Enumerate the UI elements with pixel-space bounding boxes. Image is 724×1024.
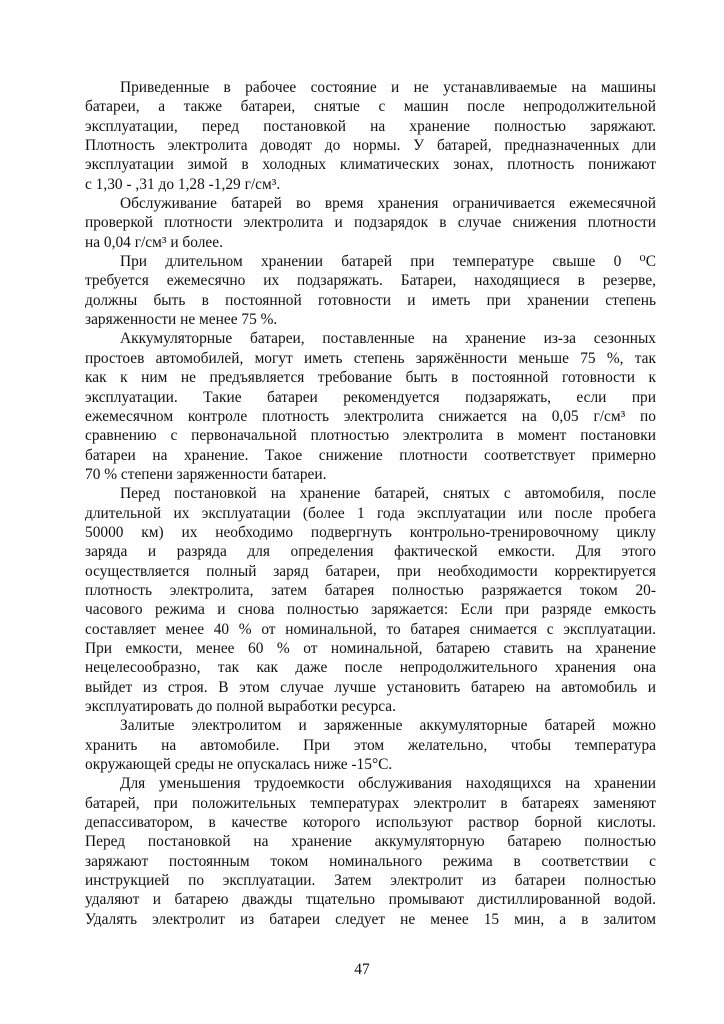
text-line: заряжают постоянным током номинального режима в соответствии с	[85, 852, 656, 870]
paragraph	[85, 774, 656, 929]
text-line: Перед постановкой на хранение батарей, снятых с автомобиля, после	[120, 485, 656, 503]
text-line: батареи на хранение. Такое снижение плотности соответствует примерно	[85, 446, 656, 464]
paragraph	[85, 329, 656, 484]
text-line: Для уменьшения трудоемкости обслуживания находящихся на хранении	[120, 775, 656, 793]
text-line: должны быть в постоянной готовности и иметь при хранении степень	[85, 291, 656, 309]
text-line: часового режима и снова полностью заряжается: Если при разряде емкость	[85, 601, 656, 619]
text-line: с 1,30 - ,31 до 1,28 -1,29 г/см³.	[85, 175, 281, 193]
text-line: Приведенные в рабочее состояние и не устанавливаемые на машины	[120, 79, 656, 96]
text-line: окружающей среды не опускалась ниже -15°С.	[85, 756, 393, 774]
text-line: При емкости, менее 60 % от номинальной, батарею ставить на хранение	[85, 639, 656, 657]
text-line: 70 % степени заряженности батареи.	[85, 465, 327, 483]
page-body	[85, 78, 656, 929]
text-line: батареи, а также батареи, снятые с машин после непродолжительной	[85, 98, 656, 116]
text-line: плотность электролита, затем батарея полностью разряжается током 20-	[85, 581, 656, 599]
text-line: нецелесообразно, так как даже после непродолжительного хранения она	[85, 659, 656, 677]
text-line: эксплуатации, перед постановкой на хранение полностью заряжают.	[85, 117, 656, 135]
text-line: При длительном хранении батарей при температуре свыше 0 ⁰С	[120, 253, 656, 271]
text-line: Плотность электролита доводят до нормы. У батарей, предназначенных дли	[85, 137, 656, 155]
text-line: эксплуатировать до полной выработки ресурса.	[85, 698, 396, 715]
text-line: депассиватором, в качестве которого используют раствор борной кислоты.	[85, 814, 656, 832]
text-line: Обслуживание батарей во время хранения ограничивается ежемесячной	[120, 195, 656, 213]
text-line: хранить на автомобиле. При этом желательно, чтобы температура	[85, 736, 656, 754]
page-number: 47	[354, 961, 370, 978]
text-line: осуществляется полный заряд батареи, при необходимости корректируется	[85, 562, 656, 580]
text-line: Аккумуляторные батареи, поставленные на хранение из-за сезонных	[120, 330, 656, 348]
text-line: батарей, при положительных температурах электролит в батареях заменяют	[85, 794, 656, 812]
text-line: составляет менее 40 % от номинальной, то батарея снимается с эксплуатации.	[85, 620, 656, 638]
text-line: заряженности не менее 75 %.	[85, 311, 278, 329]
text-line: 50000 км) их необходимо подвергнуть контрольно-тренировочному циклу	[85, 523, 656, 541]
paragraph	[85, 78, 656, 194]
paragraph	[85, 252, 656, 329]
paragraph	[85, 194, 656, 252]
text-line: Перед постановкой на хранение аккумуляторную батарею полностью	[85, 833, 656, 851]
text-line: удаляют и батарею дважды тщательно промывают дистиллированной водой.	[85, 891, 656, 909]
text-line: эксплуатации. Такие батареи рекомендуется подзаряжать, если при	[85, 388, 656, 406]
text-line: как к ним не предъявляется требование быть в постоянной готовности к	[85, 369, 656, 387]
text-line: инструкцией по эксплуатации. Затем электролит из батареи полностью	[85, 872, 656, 890]
text-line: простоев автомобилей, могут иметь степень заряжённости меньше 75 %, так	[85, 349, 656, 367]
text-line: выйдет из строя. В этом случае лучше установить батарею на автомобиль и	[85, 678, 656, 696]
text-line: сравнению с первоначальной плотностью электролита в момент постановки	[85, 427, 656, 445]
text-line: Залитые электролитом и заряженные аккумуляторные батарей можно	[120, 717, 656, 735]
text-line: проверкой плотности электролита и подзарядок в случае снижения плотности	[85, 214, 656, 232]
text-line: Удалять электролит из батареи следует не менее 15 мин, а в залитом	[85, 910, 656, 928]
text-line: на 0,04 г/см³ и более.	[85, 233, 223, 251]
text-line: заряда и разряда для определения фактической емкости. Для этого	[85, 543, 656, 561]
text-line: требуется ежемесячно их подзаряжать. Батареи, находящиеся в резерве,	[85, 272, 656, 290]
text-line: длительной их эксплуатации (более 1 года эксплуатации или после пробега	[85, 504, 656, 522]
paragraph	[85, 716, 656, 774]
text-line: ежемесячном контроле плотность электролита снижается на 0,05 г/см³ по	[85, 407, 656, 425]
text-line: эксплуатации зимой в холодных климатических зонах, плотность понижают	[85, 156, 656, 174]
paragraph	[85, 484, 656, 716]
